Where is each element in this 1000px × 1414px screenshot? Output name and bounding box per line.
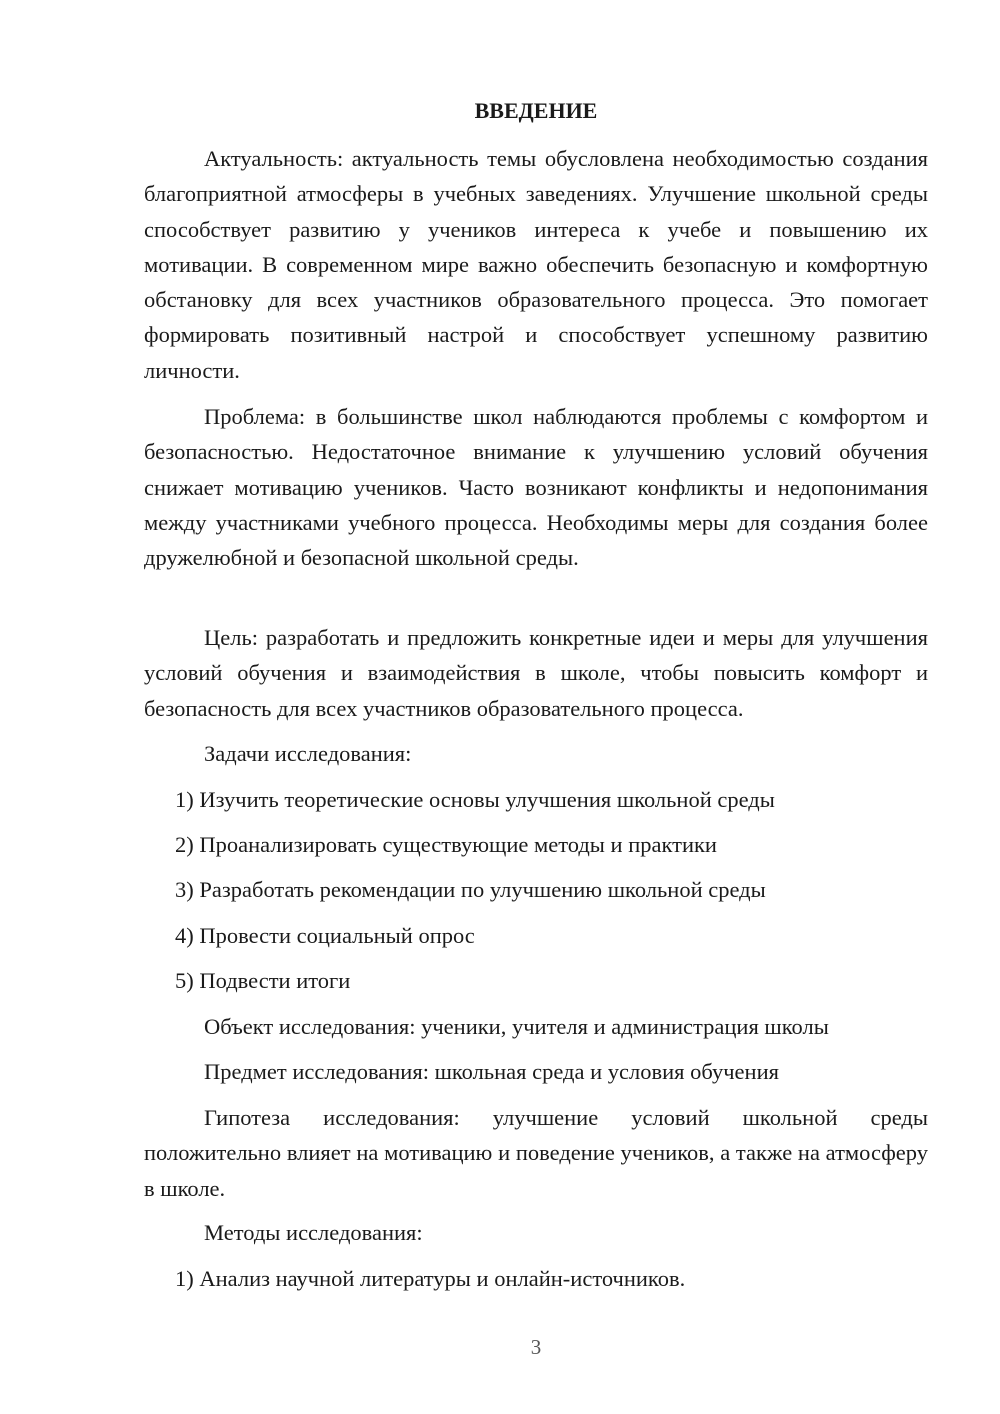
task-item-3: 3) Разработать рекомендации по улучшению школьной среды: [175, 877, 766, 902]
methods-heading: Методы исследования:: [204, 1220, 423, 1245]
task-item-1: 1) Изучить теоретические основы улучшения школьной среды: [175, 787, 775, 812]
tasks-heading: Задачи исследования:: [204, 741, 412, 766]
object-line: Объект исследования: ученики, учителя и администрация школы: [204, 1014, 829, 1039]
subject-line: Предмет исследования: школьная среда и условия обучения: [204, 1059, 779, 1084]
problem-paragraph: Проблема: в большинстве школ наблюдаются проблемы с комфортом и безопасностью. Недостаточное внимание к улучшению условий обучения снижает мотивацию учеников. Часто возникают конфликты и недопонимания между участниками учебного процесса. Необходимы меры для создания более дружелюбной и безопасной школьной среды.: [144, 404, 928, 571]
task-item-4: 4) Провести социальный опрос: [175, 923, 475, 948]
task-item-2: 2) Проанализировать существующие методы и практики: [175, 832, 717, 857]
page-title: ВВЕДЕНИЕ: [474, 98, 598, 123]
method-item-1: 1) Анализ научной литературы и онлайн-источников.: [175, 1266, 686, 1291]
goal-paragraph: Цель: разработать и предложить конкретные идеи и меры для улучшения условий обучения и взаимодействия в школе, чтобы повысить комфорт и безопасность для всех участников образовательного процесса.: [144, 625, 928, 721]
task-item-5: 5) Подвести итоги: [175, 968, 351, 993]
relevance-paragraph: Актуальность: актуальность темы обусловлена необходимостью создания благоприятной атмосферы в учебных заведениях. Улучшение школьной среды способствует развитию у учеников интереса к учебе и повышению их мотивации. В современном мире важно обеспечить безопасную и комфортную обстановку для всех участников образовательного процесса. Это помогает формировать позитивный настрой и способствует успешному развитию личности.: [144, 146, 928, 383]
hypothesis-paragraph: Гипотеза исследования: улучшение условий школьной среды положительно влияет на мотивацию и поведение учеников, а также на атмосферу в школе.: [144, 1105, 928, 1201]
page-number: 3: [530, 1335, 542, 1359]
